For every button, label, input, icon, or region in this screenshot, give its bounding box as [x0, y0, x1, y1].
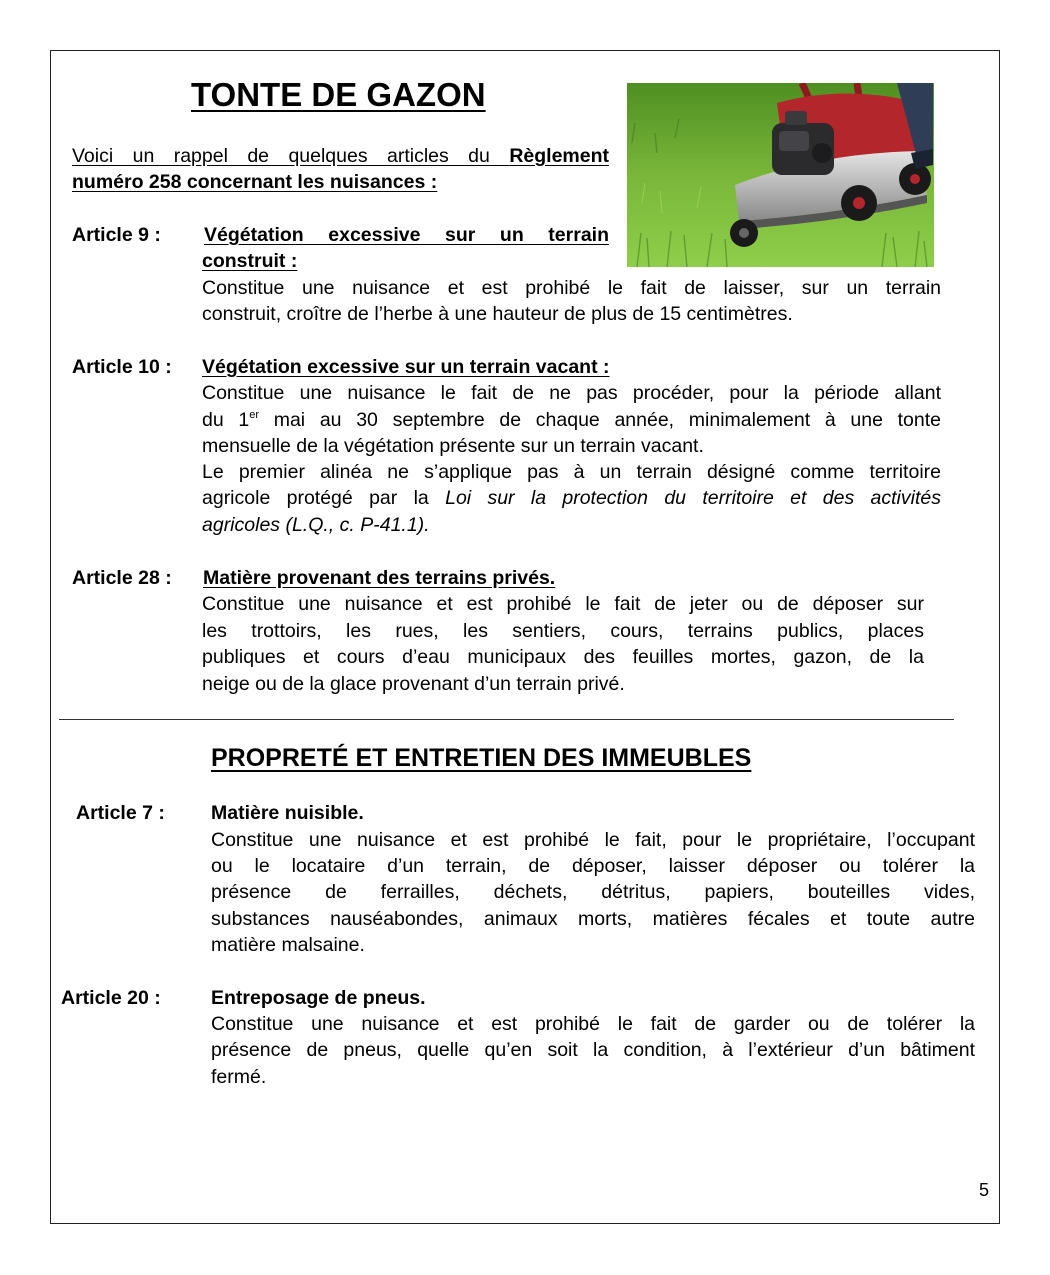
- article-7-body-line-2: ou le locataire d’un terrain, de déposer, laisser déposer ou tolérer la: [211, 855, 975, 877]
- article-20-label: Article 20 :: [61, 987, 161, 1009]
- article-10-body-line-6: agricoles (L.Q., c. P-41.1).: [202, 514, 430, 536]
- article-7-body-line-4: substances nauséabondes, animaux morts, matières fécales et toute autre: [211, 908, 975, 930]
- article-9-body-line-1: Constitue une nuisance et est prohibé le fait de laisser, sur un terrain: [202, 277, 941, 299]
- intro-line-1: Voici un rappel de quelques articles du Règlement: [72, 145, 610, 167]
- intro-line-2: numéro 258 concernant les nuisances :: [72, 171, 438, 193]
- article-7-label: Article 7 :: [76, 802, 165, 824]
- article-7-body-line-3: présence de ferrailles, déchets, détritus, papiers, bouteilles vides,: [211, 881, 975, 903]
- article-9-label: Article 9 :: [72, 224, 161, 246]
- article-10-body-line-4: Le premier alinéa ne s’applique pas à un terrain désigné comme territoire: [202, 461, 941, 483]
- article-7-body-line-5: matière malsaine.: [211, 934, 365, 956]
- article-9-heading-line-1: Végétation excessive sur un terrain: [204, 224, 609, 246]
- article-20-body-line-2: présence de pneus, quelle qu’en soit la condition, à l’extérieur d’un bâtiment: [211, 1039, 975, 1061]
- article-10-body-line-5: agricole protégé par la Loi sur la protection du territoire et des activités: [202, 487, 941, 509]
- article-10-body-line-3: mensuelle de la végétation présente sur un terrain vacant.: [202, 435, 704, 457]
- section-divider: [59, 719, 954, 720]
- article-10-body-line-1: Constitue une nuisance le fait de ne pas procéder, pour la période allant: [202, 382, 941, 404]
- lawn-mower-photo: [627, 83, 934, 267]
- article-20-body-line-1: Constitue une nuisance et est prohibé le fait de garder ou de tolérer la: [211, 1013, 975, 1035]
- article-10-heading: Végétation excessive sur un terrain vacant :: [202, 356, 610, 378]
- article-9-body-line-2: construit, croître de l’herbe à une hauteur de plus de 15 centimètres.: [202, 303, 793, 325]
- article-28-body-line-1: Constitue une nuisance et est prohibé le fait de jeter ou de déposer sur: [202, 593, 924, 615]
- article-28-heading: Matière provenant des terrains privés.: [203, 567, 556, 589]
- article-10-label: Article 10 :: [72, 356, 172, 378]
- article-10-body-line-2: du 1er mai au 30 septembre de chaque année, minimalement à une tonte: [202, 409, 941, 431]
- section-title-tonte: TONTE DE GAZON: [191, 76, 486, 113]
- article-20-heading: Entreposage de pneus.: [211, 987, 426, 1009]
- article-28-label: Article 28 :: [72, 567, 172, 589]
- article-28-body-line-3: publiques et cours d’eau municipaux des feuilles mortes, gazon, de la: [202, 646, 924, 668]
- article-20-body-line-3: fermé.: [211, 1066, 267, 1088]
- article-9-heading-line-2: construit :: [202, 250, 298, 272]
- article-7-heading: Matière nuisible.: [211, 802, 364, 824]
- article-7-body-line-1: Constitue une nuisance et est prohibé le fait, pour le propriétaire, l’occupant: [211, 829, 975, 851]
- section-title-proprete: PROPRETÉ ET ENTRETIEN DES IMMEUBLES: [211, 744, 752, 772]
- page-number: 5: [979, 1180, 990, 1200]
- article-28-body-line-4: neige ou de la glace provenant d’un terrain privé.: [202, 673, 625, 695]
- article-28-body-line-2: les trottoirs, les rues, les sentiers, cours, terrains publics, places: [202, 620, 924, 642]
